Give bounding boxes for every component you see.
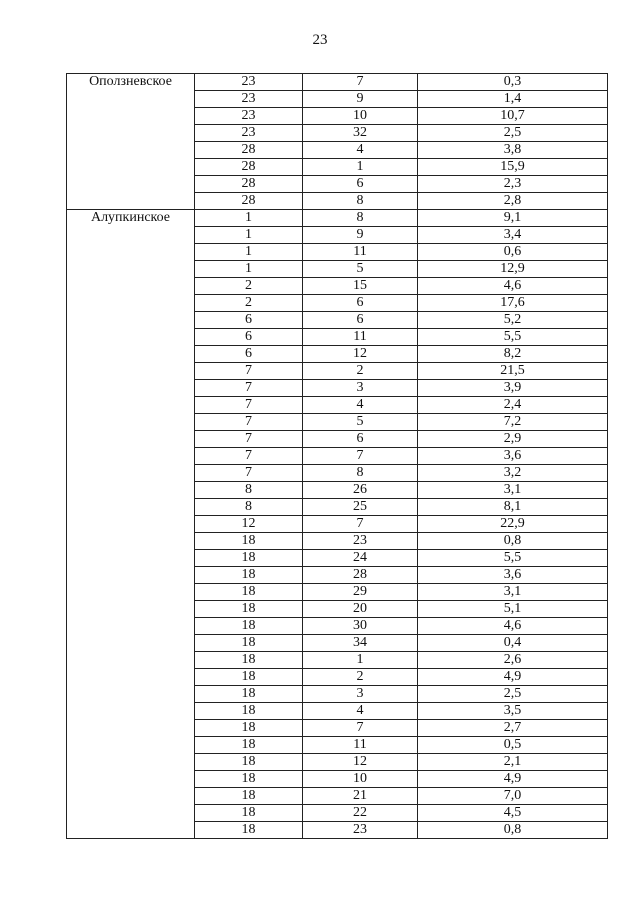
area-cell: 1,4 bbox=[418, 91, 608, 108]
table-body bbox=[67, 74, 608, 839]
quarter-cell: 12 bbox=[195, 516, 303, 533]
area-cell: 3,5 bbox=[418, 703, 608, 720]
plot-cell: 34 bbox=[303, 635, 418, 652]
plot-cell: 4 bbox=[303, 397, 418, 414]
table-row bbox=[67, 74, 608, 91]
plot-cell: 9 bbox=[303, 227, 418, 244]
plot-cell: 6 bbox=[303, 295, 418, 312]
area-cell: 22,9 bbox=[418, 516, 608, 533]
quarter-cell: 18 bbox=[195, 771, 303, 788]
quarter-cell: 8 bbox=[195, 499, 303, 516]
area-cell: 4,9 bbox=[418, 771, 608, 788]
quarter-cell: 18 bbox=[195, 703, 303, 720]
quarter-cell: 18 bbox=[195, 737, 303, 754]
quarter-cell: 28 bbox=[195, 159, 303, 176]
area-cell: 7,2 bbox=[418, 414, 608, 431]
plot-cell: 3 bbox=[303, 686, 418, 703]
plot-cell: 6 bbox=[303, 176, 418, 193]
region-name-cell: Алупкинское bbox=[67, 210, 195, 839]
area-cell: 2,7 bbox=[418, 720, 608, 737]
area-cell: 10,7 bbox=[418, 108, 608, 125]
area-cell: 7,0 bbox=[418, 788, 608, 805]
area-cell: 3,6 bbox=[418, 448, 608, 465]
plot-cell: 2 bbox=[303, 669, 418, 686]
plot-cell: 8 bbox=[303, 465, 418, 482]
quarter-cell: 28 bbox=[195, 142, 303, 159]
area-cell: 3,6 bbox=[418, 567, 608, 584]
area-cell: 2,9 bbox=[418, 431, 608, 448]
area-cell: 4,6 bbox=[418, 278, 608, 295]
quarter-cell: 28 bbox=[195, 193, 303, 210]
plot-cell: 11 bbox=[303, 244, 418, 261]
area-cell: 21,5 bbox=[418, 363, 608, 380]
quarter-cell: 18 bbox=[195, 720, 303, 737]
area-cell: 8,2 bbox=[418, 346, 608, 363]
quarter-cell: 6 bbox=[195, 329, 303, 346]
quarter-cell: 18 bbox=[195, 652, 303, 669]
plot-cell: 26 bbox=[303, 482, 418, 499]
plot-cell: 10 bbox=[303, 771, 418, 788]
area-cell: 9,1 bbox=[418, 210, 608, 227]
plot-cell: 5 bbox=[303, 261, 418, 278]
plot-cell: 11 bbox=[303, 329, 418, 346]
area-cell: 8,1 bbox=[418, 499, 608, 516]
quarter-cell: 18 bbox=[195, 567, 303, 584]
plot-cell: 5 bbox=[303, 414, 418, 431]
plot-cell: 3 bbox=[303, 380, 418, 397]
quarter-cell: 18 bbox=[195, 635, 303, 652]
area-cell: 3,2 bbox=[418, 465, 608, 482]
area-cell: 2,5 bbox=[418, 686, 608, 703]
area-cell: 17,6 bbox=[418, 295, 608, 312]
plot-cell: 4 bbox=[303, 703, 418, 720]
area-cell: 5,5 bbox=[418, 329, 608, 346]
plot-cell: 8 bbox=[303, 210, 418, 227]
quarter-cell: 23 bbox=[195, 125, 303, 142]
area-cell: 5,2 bbox=[418, 312, 608, 329]
plot-cell: 28 bbox=[303, 567, 418, 584]
plot-cell: 29 bbox=[303, 584, 418, 601]
quarter-cell: 7 bbox=[195, 431, 303, 448]
forest-plots-table bbox=[66, 73, 608, 839]
quarter-cell: 1 bbox=[195, 210, 303, 227]
area-cell: 3,1 bbox=[418, 482, 608, 499]
plot-cell: 24 bbox=[303, 550, 418, 567]
plot-cell: 7 bbox=[303, 448, 418, 465]
plot-cell: 32 bbox=[303, 125, 418, 142]
area-cell: 2,8 bbox=[418, 193, 608, 210]
quarter-cell: 18 bbox=[195, 805, 303, 822]
page-number: 23 bbox=[312, 32, 328, 48]
plot-cell: 12 bbox=[303, 754, 418, 771]
plot-cell: 25 bbox=[303, 499, 418, 516]
quarter-cell: 7 bbox=[195, 465, 303, 482]
quarter-cell: 7 bbox=[195, 448, 303, 465]
plot-cell: 15 bbox=[303, 278, 418, 295]
plot-cell: 6 bbox=[303, 431, 418, 448]
plot-cell: 1 bbox=[303, 652, 418, 669]
plot-cell: 23 bbox=[303, 822, 418, 839]
quarter-cell: 18 bbox=[195, 822, 303, 839]
quarter-cell: 23 bbox=[195, 91, 303, 108]
plot-cell: 11 bbox=[303, 737, 418, 754]
area-cell: 3,4 bbox=[418, 227, 608, 244]
area-cell: 4,5 bbox=[418, 805, 608, 822]
quarter-cell: 7 bbox=[195, 380, 303, 397]
quarter-cell: 18 bbox=[195, 754, 303, 771]
area-cell: 2,6 bbox=[418, 652, 608, 669]
area-cell: 2,4 bbox=[418, 397, 608, 414]
table-row bbox=[67, 210, 608, 227]
plot-cell: 7 bbox=[303, 516, 418, 533]
area-cell: 3,8 bbox=[418, 142, 608, 159]
plot-cell: 2 bbox=[303, 363, 418, 380]
plot-cell: 30 bbox=[303, 618, 418, 635]
quarter-cell: 18 bbox=[195, 584, 303, 601]
plot-cell: 22 bbox=[303, 805, 418, 822]
area-cell: 3,9 bbox=[418, 380, 608, 397]
area-cell: 2,3 bbox=[418, 176, 608, 193]
plot-cell: 10 bbox=[303, 108, 418, 125]
area-cell: 2,1 bbox=[418, 754, 608, 771]
area-cell: 0,8 bbox=[418, 822, 608, 839]
region-name-cell: Оползневское bbox=[67, 74, 195, 210]
area-cell: 0,3 bbox=[418, 74, 608, 91]
quarter-cell: 18 bbox=[195, 686, 303, 703]
plot-cell: 21 bbox=[303, 788, 418, 805]
quarter-cell: 2 bbox=[195, 295, 303, 312]
plot-cell: 9 bbox=[303, 91, 418, 108]
plot-cell: 7 bbox=[303, 720, 418, 737]
quarter-cell: 1 bbox=[195, 244, 303, 261]
quarter-cell: 8 bbox=[195, 482, 303, 499]
quarter-cell: 18 bbox=[195, 788, 303, 805]
quarter-cell: 1 bbox=[195, 261, 303, 278]
quarter-cell: 18 bbox=[195, 533, 303, 550]
area-cell: 0,4 bbox=[418, 635, 608, 652]
area-cell: 3,1 bbox=[418, 584, 608, 601]
quarter-cell: 28 bbox=[195, 176, 303, 193]
quarter-cell: 2 bbox=[195, 278, 303, 295]
quarter-cell: 18 bbox=[195, 669, 303, 686]
quarter-cell: 6 bbox=[195, 346, 303, 363]
plot-cell: 4 bbox=[303, 142, 418, 159]
area-cell: 15,9 bbox=[418, 159, 608, 176]
quarter-cell: 18 bbox=[195, 550, 303, 567]
plot-cell: 20 bbox=[303, 601, 418, 618]
plot-cell: 23 bbox=[303, 533, 418, 550]
quarter-cell: 7 bbox=[195, 363, 303, 380]
area-cell: 0,5 bbox=[418, 737, 608, 754]
quarter-cell: 18 bbox=[195, 601, 303, 618]
quarter-cell: 18 bbox=[195, 618, 303, 635]
plot-cell: 6 bbox=[303, 312, 418, 329]
plot-cell: 12 bbox=[303, 346, 418, 363]
plot-cell: 7 bbox=[303, 74, 418, 91]
quarter-cell: 6 bbox=[195, 312, 303, 329]
quarter-cell: 1 bbox=[195, 227, 303, 244]
plot-cell: 1 bbox=[303, 159, 418, 176]
quarter-cell: 7 bbox=[195, 414, 303, 431]
area-cell: 12,9 bbox=[418, 261, 608, 278]
area-cell: 5,1 bbox=[418, 601, 608, 618]
quarter-cell: 23 bbox=[195, 108, 303, 125]
plot-cell: 8 bbox=[303, 193, 418, 210]
area-cell: 4,6 bbox=[418, 618, 608, 635]
area-cell: 0,8 bbox=[418, 533, 608, 550]
area-cell: 0,6 bbox=[418, 244, 608, 261]
area-cell: 2,5 bbox=[418, 125, 608, 142]
quarter-cell: 23 bbox=[195, 74, 303, 91]
area-cell: 5,5 bbox=[418, 550, 608, 567]
area-cell: 4,9 bbox=[418, 669, 608, 686]
quarter-cell: 7 bbox=[195, 397, 303, 414]
